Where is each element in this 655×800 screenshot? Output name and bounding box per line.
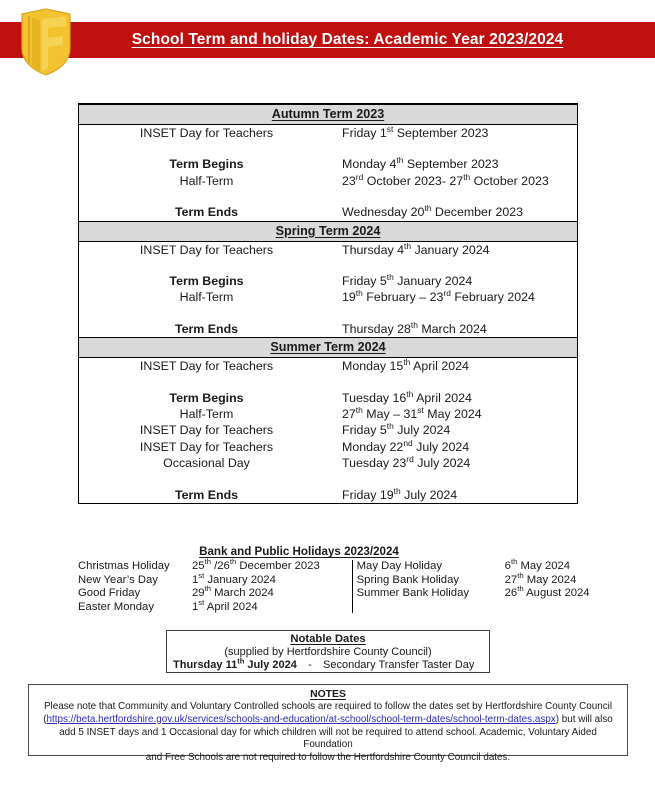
term-date-value: Friday 1st September 2023 (342, 123, 489, 140)
term-date-value: Friday 5th January 2024 (342, 271, 473, 289)
term-date-row (79, 390, 577, 406)
ordinal-suffix: st (417, 404, 424, 415)
ordinal-suffix: st (198, 598, 205, 608)
bank-holiday-date: 29th March 2024 (192, 584, 274, 600)
row-spacer (79, 141, 577, 156)
ordinal-suffix: th (355, 404, 363, 415)
row-spacer (79, 375, 577, 390)
ordinal-suffix: th (403, 357, 411, 368)
notes-line-4: and Free Schools are not required to follow the Hertfordshire County Council dates. (145, 752, 511, 764)
page-title: School Term and holiday Dates: Academic Year 2023/2024 (131, 31, 564, 48)
term-date-row (79, 422, 577, 438)
ordinal-suffix: th (410, 319, 418, 330)
bank-holidays-columns (78, 557, 590, 614)
term-date-label: Term Begins (169, 157, 244, 172)
ordinal-suffix: th (510, 557, 518, 567)
ordinal-suffix: th (229, 557, 237, 567)
term-date-value: Friday 19th July 2024 (342, 485, 458, 502)
bank-holidays-title: Bank and Public Holidays 2023/2024 (199, 545, 399, 558)
term-dates-table (78, 103, 578, 504)
ordinal-suffix: nd (403, 437, 413, 448)
ordinal-suffix: th (204, 557, 211, 567)
term-date-label: Term Begins (169, 274, 244, 289)
notes-line-2 (37, 714, 619, 727)
term-date-row (79, 406, 577, 422)
notes-box (28, 684, 628, 764)
bank-holidays-section (78, 545, 590, 614)
term-section-body (79, 242, 577, 338)
term-date-value: 19th February – 23rd February 2024 (342, 288, 535, 305)
ordinal-suffix: st (386, 123, 394, 134)
term-section-heading (79, 337, 577, 358)
notable-dates-entry-dash: - (308, 659, 312, 671)
term-date-row (79, 273, 577, 289)
bank-holiday-date: 25th /26th December 2023 (192, 557, 320, 572)
term-date-value: Friday 5th July 2024 (342, 421, 451, 438)
term-date-value: Monday 4th September 2023 (342, 155, 499, 172)
term-date-row (79, 173, 577, 189)
notable-dates-box (166, 630, 490, 673)
term-date-row (79, 125, 577, 141)
ordinal-suffix: th (204, 584, 211, 594)
notable-dates-entry-description: Secondary Transfer Taster Day (323, 659, 475, 671)
term-date-row (79, 242, 577, 258)
ordinal-suffix: rd (406, 454, 414, 465)
term-section-body (79, 125, 577, 221)
term-date-label: Half-Term (179, 290, 234, 305)
term-date-label: INSET Day for Teachers (139, 359, 274, 374)
ordinal-suffix: th (424, 203, 432, 214)
notes-line-3: add 5 INSET days and 1 Occasional day for which children will not be required to attend school. Academic, Voluntary Aided Foundation (59, 726, 597, 751)
term-date-row (79, 487, 577, 503)
bank-holidays-left-column (78, 557, 347, 614)
term-date-value: Monday 15th April 2024 (342, 357, 469, 374)
school-shield-logo (18, 8, 74, 76)
ordinal-suffix: rd (443, 288, 451, 299)
hertfordshire-term-dates-link[interactable]: https://beta.hertfordshire.gov.uk/services/schools-and-education/at-school/school-term-dates/school-term-dates.aspx (46, 713, 556, 725)
term-date-label: INSET Day for Teachers (139, 126, 274, 140)
term-section-heading (79, 221, 577, 242)
term-section-heading-text: Spring Term 2024 (275, 223, 381, 238)
ordinal-suffix: th (463, 171, 471, 182)
row-spacer (79, 472, 577, 487)
term-date-label: INSET Day for Teachers (139, 439, 274, 454)
bank-holiday-date: 27th May 2024 (504, 570, 577, 586)
page-header-band (0, 22, 655, 58)
term-date-label: Term Begins (169, 390, 244, 405)
term-date-value: Wednesday 20th December 2023 (342, 203, 524, 220)
row-spacer (79, 306, 577, 321)
term-section-body (79, 358, 577, 503)
bank-holiday-date: 26th August 2024 (504, 584, 590, 600)
term-date-label: INSET Day for Teachers (139, 423, 274, 438)
term-date-label: INSET Day for Teachers (139, 242, 274, 257)
term-date-label: Term Ends (174, 205, 239, 220)
notes-line-1: Please note that Community and Voluntary Controlled schools are required to follow the dates set by Hertfordshire County Council (43, 701, 613, 712)
row-spacer (79, 189, 577, 204)
term-date-row (79, 289, 577, 305)
term-date-row (79, 358, 577, 374)
ordinal-suffix: th (386, 421, 394, 432)
term-date-value: Thursday 4th January 2024 (342, 240, 490, 257)
bank-holiday-name: Summer Bank Holiday (356, 587, 470, 600)
ordinal-suffix: th (355, 288, 363, 299)
term-date-value: 27th May – 31st May 2024 (342, 404, 482, 422)
notable-dates-entry (167, 656, 489, 672)
notes-after-link: ) but will also (555, 713, 613, 725)
bank-holiday-name: Good Friday (78, 587, 141, 600)
term-section-heading-text: Summer Term 2024 (270, 340, 386, 355)
bank-holiday-name: Spring Bank Holiday (356, 573, 459, 586)
term-date-value: Monday 22nd July 2024 (342, 437, 470, 454)
ordinal-suffix: th (403, 240, 412, 251)
term-date-value: Tuesday 23rd July 2024 (342, 454, 471, 471)
term-section-heading (79, 104, 577, 125)
ordinal-suffix: rd (355, 171, 364, 182)
ordinal-suffix: th (396, 155, 404, 166)
term-date-label: Term Ends (174, 487, 239, 502)
term-date-value: Tuesday 16th April 2024 (342, 388, 472, 405)
bank-holiday-name: Christmas Holiday (78, 560, 170, 572)
row-spacer (79, 258, 577, 273)
term-date-row (79, 321, 577, 337)
term-date-row (79, 204, 577, 220)
ordinal-suffix: th (393, 485, 401, 496)
ordinal-suffix: th (406, 388, 414, 399)
term-date-label: Half-Term (179, 407, 234, 422)
bank-holidays-divider (352, 560, 353, 613)
bank-holiday-date: 1st April 2024 (192, 598, 258, 613)
bank-holiday-name: Easter Monday (78, 600, 154, 613)
notable-dates-subtitle: (supplied by Hertfordshire County Council) (224, 646, 432, 658)
term-date-label: Half-Term (179, 173, 234, 188)
term-section-heading-text: Autumn Term 2023 (271, 107, 385, 121)
term-date-label: Occasional Day (163, 456, 250, 471)
term-date-label: Term Ends (174, 321, 239, 336)
term-date-value: 23rd October 2023- 27th October 2023 (342, 171, 549, 188)
term-date-row (79, 439, 577, 455)
term-date-row (79, 156, 577, 172)
notes-open-paren: ( (43, 713, 47, 725)
bank-holiday-date: 6th May 2024 (504, 557, 571, 572)
term-date-row (79, 455, 577, 471)
notes-title: NOTES (310, 689, 346, 700)
bank-holidays-right-column (347, 557, 590, 614)
term-date-value: Thursday 28th March 2024 (342, 319, 487, 336)
notable-dates-entry-date: Thursday 11th July 2024 (173, 656, 297, 671)
bank-holiday-name: May Day Holiday (356, 560, 443, 572)
bank-holiday-name: New Year’s Day (78, 573, 158, 586)
bank-holiday-date: 1st January 2024 (192, 570, 276, 586)
ordinal-suffix: th (517, 570, 524, 580)
ordinal-suffix: th (386, 271, 394, 282)
notable-dates-title: Notable Dates (290, 633, 366, 645)
ordinal-suffix: st (198, 570, 205, 580)
ordinal-suffix: th (517, 584, 524, 594)
